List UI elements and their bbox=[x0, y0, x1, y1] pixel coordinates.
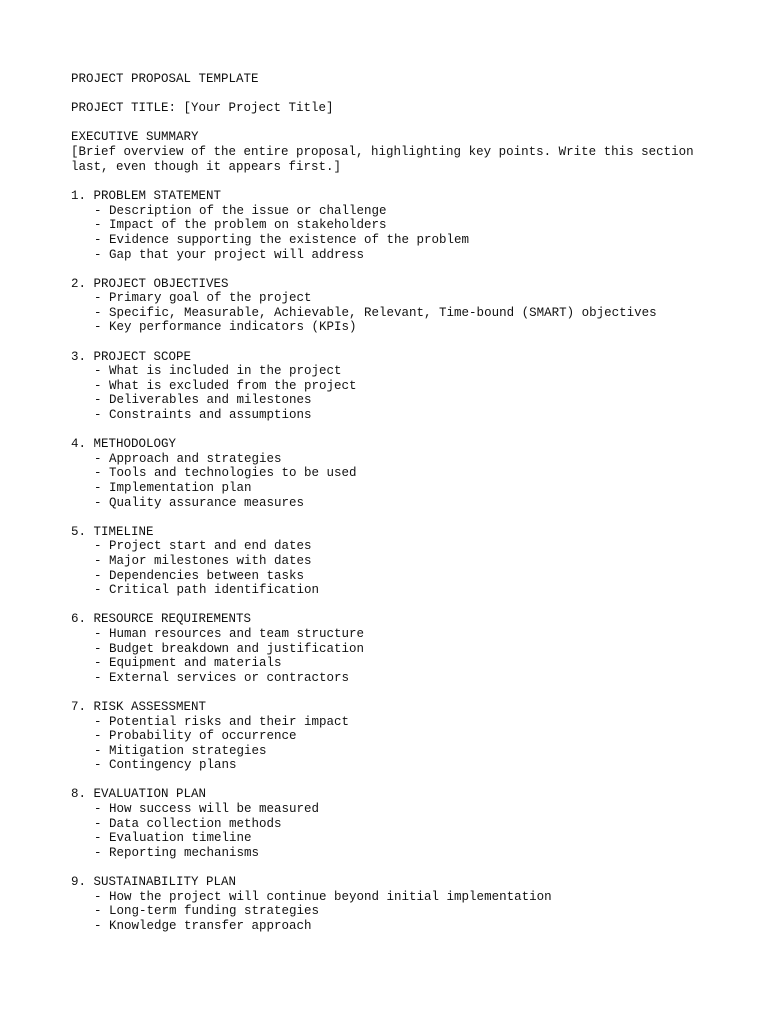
list-item: - Constraints and assumptions bbox=[94, 408, 312, 423]
list-item: - Probability of occurrence bbox=[94, 729, 297, 744]
list-item: - Approach and strategies bbox=[94, 451, 282, 466]
section-heading: 3. PROJECT SCOPE bbox=[71, 349, 192, 364]
list-item: - Human resources and team structure bbox=[94, 627, 365, 642]
section-problem-statement bbox=[71, 189, 731, 262]
list-item: - Quality assurance measures bbox=[94, 495, 305, 510]
list-item: - Evaluation timeline bbox=[94, 831, 252, 846]
section-risk-assessment bbox=[71, 700, 731, 773]
list-item: - Contingency plans bbox=[94, 758, 237, 773]
list-item: - Dependencies between tasks bbox=[94, 568, 305, 583]
list-item: - Gap that your project will address bbox=[94, 247, 365, 262]
list-item: - Reporting mechanisms bbox=[94, 845, 260, 860]
executive-summary-heading: EXECUTIVE SUMMARY bbox=[71, 130, 199, 145]
document-header bbox=[71, 72, 731, 87]
section-project-objectives bbox=[71, 277, 731, 335]
list-item: - Long-term funding strategies bbox=[94, 904, 320, 919]
list-item: - Potential risks and their impact bbox=[94, 714, 350, 729]
list-item: - What is included in the project bbox=[94, 364, 342, 379]
list-item: - External services or contractors bbox=[94, 670, 350, 685]
project-title-line: PROJECT TITLE: [Your Project Title] bbox=[71, 101, 334, 116]
project-title-block bbox=[71, 101, 731, 116]
list-item: - Specific, Measurable, Achievable, Relevant, Time-bound (SMART) objectives bbox=[94, 305, 657, 320]
list-item: - How success will be measured bbox=[94, 802, 320, 817]
section-heading: 4. METHODOLOGY bbox=[71, 437, 177, 452]
section-sustainability-plan bbox=[71, 875, 731, 933]
list-item: - Data collection methods bbox=[94, 816, 282, 831]
list-item: - Deliverables and milestones bbox=[94, 393, 312, 408]
list-item: - Knowledge transfer approach bbox=[94, 918, 312, 933]
list-item: - Tools and technologies to be used bbox=[94, 466, 357, 481]
section-heading: 5. TIMELINE bbox=[71, 524, 154, 539]
list-item: - Primary goal of the project bbox=[94, 291, 312, 306]
executive-summary-text-line-2: last, even though it appears first.] bbox=[71, 159, 342, 174]
document-heading: PROJECT PROPOSAL TEMPLATE bbox=[71, 72, 259, 86]
section-evaluation-plan bbox=[71, 787, 731, 860]
section-heading: 6. RESOURCE REQUIREMENTS bbox=[71, 612, 252, 627]
list-item: - What is excluded from the project bbox=[94, 378, 357, 393]
section-heading: 7. RISK ASSESSMENT bbox=[71, 699, 207, 714]
list-item: - Critical path identification bbox=[94, 583, 320, 598]
list-item: - Implementation plan bbox=[94, 481, 252, 496]
section-heading: 9. SUSTAINABILITY PLAN bbox=[71, 875, 237, 890]
section-project-scope bbox=[71, 350, 731, 423]
section-heading: 1. PROBLEM STATEMENT bbox=[71, 189, 222, 204]
executive-summary-section bbox=[71, 130, 731, 174]
list-item: - How the project will continue beyond initial implementation bbox=[94, 889, 552, 904]
list-item: - Major milestones with dates bbox=[94, 554, 312, 569]
list-item: - Key performance indicators (KPIs) bbox=[94, 320, 357, 335]
section-resource-requirements bbox=[71, 612, 731, 685]
section-heading: 8. EVALUATION PLAN bbox=[71, 787, 207, 802]
section-timeline bbox=[71, 525, 731, 598]
list-item: - Impact of the problem on stakeholders bbox=[94, 218, 387, 233]
section-heading: 2. PROJECT OBJECTIVES bbox=[71, 276, 229, 291]
list-item: - Description of the issue or challenge bbox=[94, 203, 387, 218]
section-methodology bbox=[71, 437, 731, 510]
list-item: - Equipment and materials bbox=[94, 656, 282, 671]
list-item: - Evidence supporting the existence of the problem bbox=[94, 232, 470, 247]
list-item: - Mitigation strategies bbox=[94, 743, 267, 758]
document-page bbox=[71, 72, 731, 948]
list-item: - Budget breakdown and justification bbox=[94, 641, 365, 656]
executive-summary-text-line-1: [Brief overview of the entire proposal, highlighting key points. Write this section bbox=[71, 145, 694, 160]
list-item: - Project start and end dates bbox=[94, 539, 312, 554]
